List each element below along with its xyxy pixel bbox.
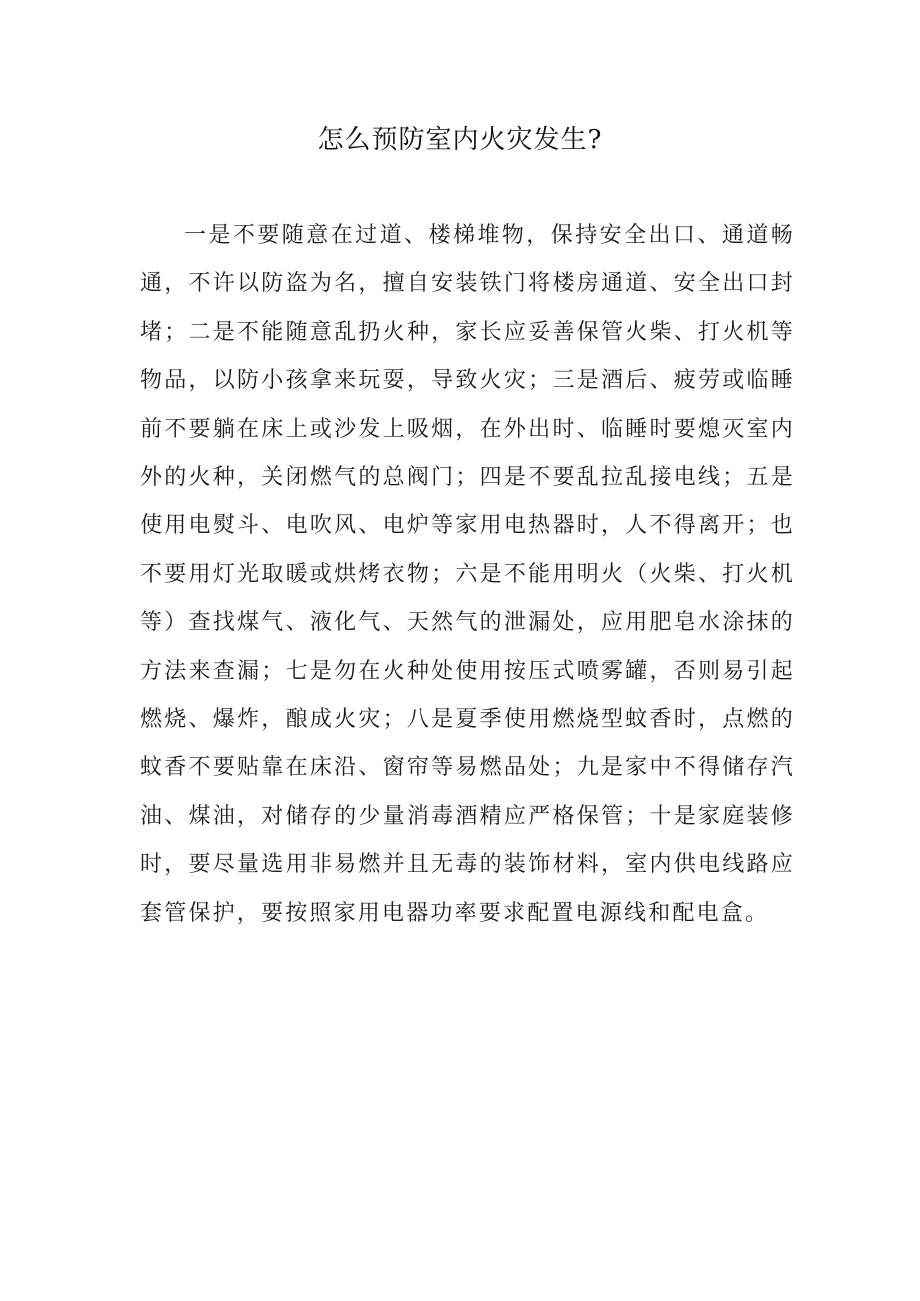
document-title: 怎么预防室内火灾发生? <box>317 125 603 155</box>
document-body-paragraph: 一是不要随意在过道、楼梯堆物，保持安全出口、通道畅通，不许以防盗为名，擅自安装铁门将楼房通道、安全出口封堵；二是不能随意乱扔火种，家长应妥善保管火柴、打火机等物品，以防小孩拿来玩耍，导致火灾；三是酒后、疲劳或临睡前不要躺在床上或沙发上吸烟，在外出时、临睡时要熄灭室内外的火种，关闭燃气的总阀门；四是不要乱拉乱接电线；五是使用电熨斗、电吹风、电炉等家用电热器时，人不得离开；也不要用灯光取暖或烘烤衣物；六是不能用明火（火柴、打火机等）查找煤气、液化气、天然气的泄漏处，应用肥皂水涂抹的方法来查漏；七是勿在火种处使用按压式喷雾罐，否则易引起燃烧、爆炸，酿成火灾；八是夏季使用燃烧型蚊香时，点燃的蚊香不要贴靠在床沿、窗帘等易燃品处；九是家中不得储存汽油、煤油，对储存的少量消毒酒精应严格保管；十是家庭装修时，要尽量选用非易燃并且无毒的装饰材料，室内供电线路应套管保护，要按照家用电器功率要求配置电源线和配电盒。 <box>140 223 795 926</box>
